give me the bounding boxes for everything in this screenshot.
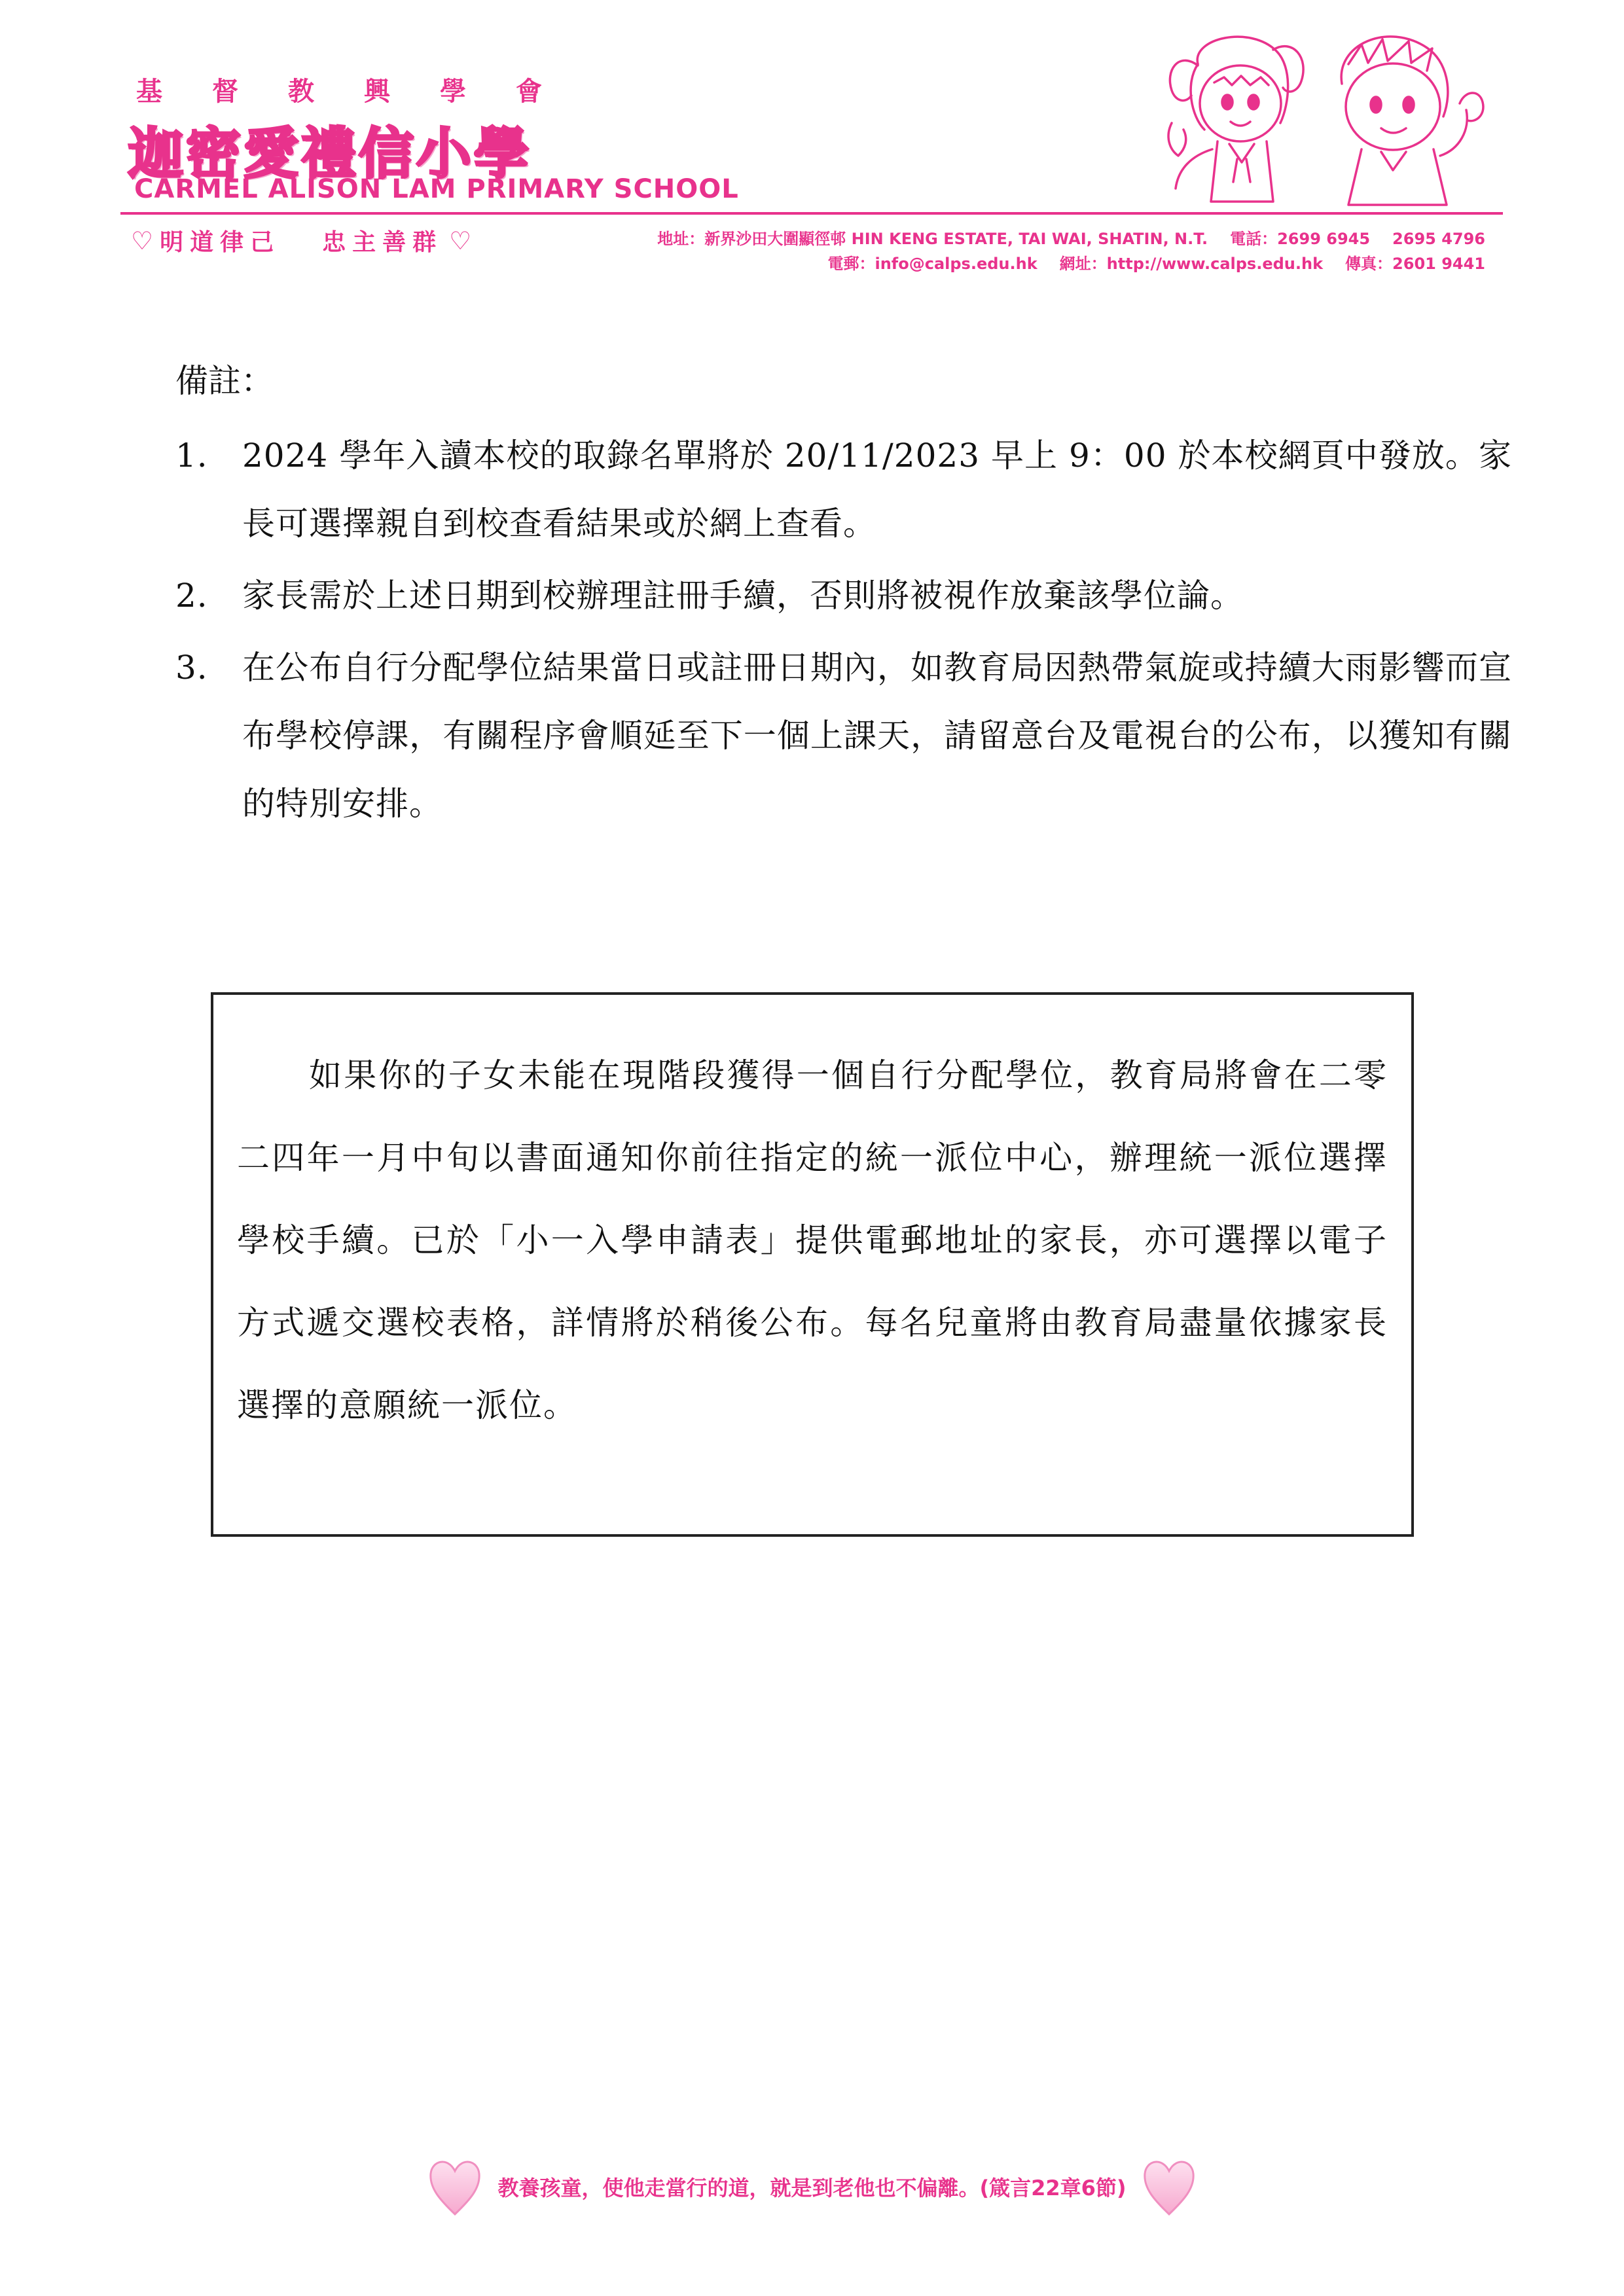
notes-list	[175, 422, 1512, 842]
notes-title: 備註：	[175, 362, 274, 400]
address: 地址：新界沙田大圍顯徑邨 HIN KENG ESTATE, TAI WAI, SHATIN, N.T.	[657, 230, 1208, 248]
list-item-number: 1.	[175, 437, 208, 475]
school-motto	[131, 224, 471, 257]
phone: 電話：2699 6945	[1230, 230, 1371, 248]
school-name-chinese: 迦密愛禮信小學	[128, 122, 532, 186]
organization-char: 興	[364, 77, 390, 107]
heart-icon	[1141, 2154, 1197, 2219]
header-divider	[120, 212, 1503, 215]
website: 網址：http://www.calps.edu.hk	[1059, 255, 1324, 273]
allocation-notice-text: 如果你的子女未能在現階段獲得一個自行分配學位，教育局將會在二零二四年一月中旬以書面通知你前往指定的統一派位中心，辦理統一派位選擇學校手續。已於「小一入學申請表」提供電郵地址的家長，亦可選擇以電子方式遞交選校表格，詳情將於稍後公布。每名兒童將由教育局盡量依據家長選擇的意願統一派位。	[237, 1056, 1388, 1424]
organization-char: 督	[212, 77, 238, 107]
organization-char: 會	[516, 77, 542, 107]
email: 電郵：info@calps.edu.hk	[827, 255, 1038, 273]
heart-outline-icon: ♡	[131, 226, 154, 255]
organization-char: 基	[136, 77, 162, 107]
fax: 傳真：2601 9441	[1345, 255, 1485, 273]
list-item-number: 2.	[175, 577, 208, 615]
motto-part: 忠主善群	[322, 229, 443, 256]
heart-icon	[427, 2154, 483, 2219]
list-item	[175, 562, 1512, 630]
contact-line-1	[657, 226, 1485, 251]
school-name-english: CARMEL ALISON LAM PRIMARY SCHOOL	[134, 174, 739, 204]
phone-2: 2695 4796	[1392, 230, 1485, 248]
contact-info	[657, 226, 1485, 276]
allocation-notice-box	[211, 992, 1414, 1537]
children-illustration	[1152, 25, 1492, 221]
motto-part: 明道律己	[160, 229, 281, 256]
list-item	[175, 634, 1512, 838]
organization-char: 教	[288, 77, 314, 107]
footer	[0, 2151, 1624, 2223]
list-item-number: 3.	[175, 649, 208, 687]
contact-line-2	[657, 251, 1485, 276]
list-item-text: 家長需於上述日期到校辦理註冊手續，否則將被視作放棄該學位論。	[242, 577, 1244, 615]
list-item-text: 在公布自行分配學位結果當日或註冊日期內，如教育局因熱帶氣旋或持續大雨影響而宣布學校停課，有關程序會順延至下一個上課天，請留意台及電視台的公布，以獲知有關的特別安排。	[242, 649, 1512, 823]
footer-verse: 教養孩童，使他走當行的道，就是到老他也不偏離。(箴言22章6節)	[497, 2176, 1127, 2200]
organization-char: 學	[440, 77, 466, 107]
organization-name	[136, 71, 542, 108]
heart-outline-icon: ♡	[449, 226, 472, 255]
list-item-text: 2024 學年入讀本校的取錄名單將於 20/11/2023 早上 9：00 於本校網頁中發放。家長可選擇親自到校查看結果或於網上查看。	[242, 437, 1512, 543]
list-item	[175, 422, 1512, 558]
